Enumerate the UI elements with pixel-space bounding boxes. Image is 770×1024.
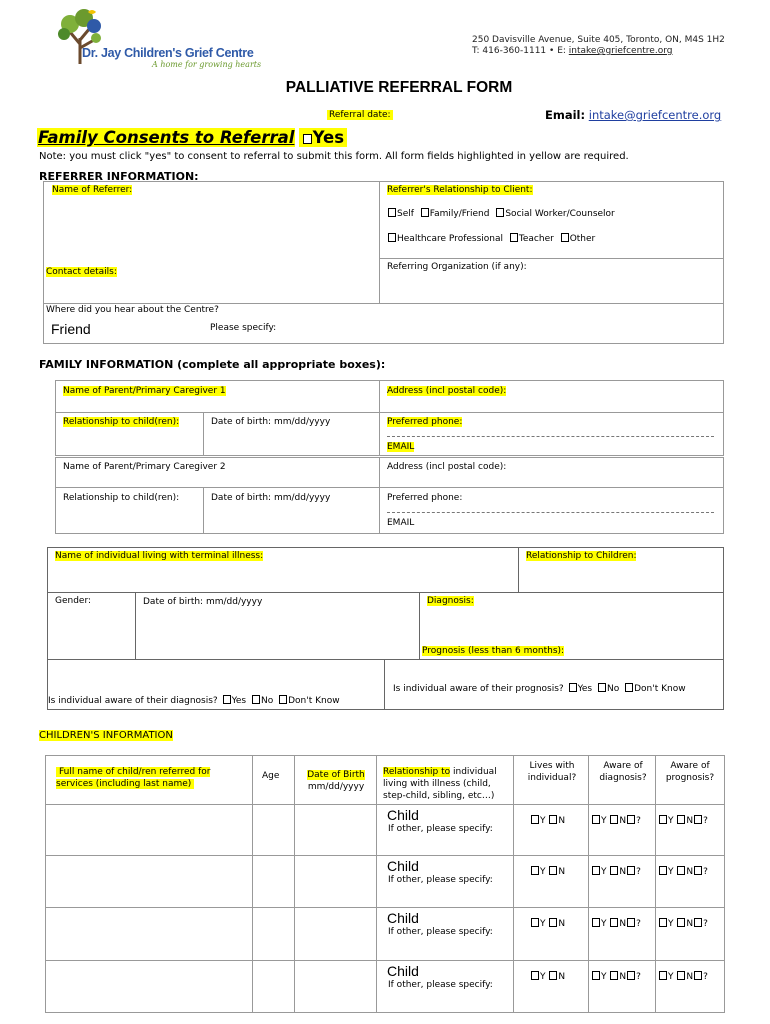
unsure-checkbox[interactable]: [627, 971, 635, 980]
child-other-specify-label: If other, please specify:: [388, 927, 493, 937]
form-title: PALLIATIVE REFERRAL FORM: [285, 79, 513, 96]
yes-label: Y: [540, 816, 546, 826]
child-dob-cell[interactable]: [294, 804, 377, 856]
parent1-email-label: EMAIL: [387, 442, 415, 452]
logo-tagline: A home for growing hearts: [152, 60, 262, 69]
social-worker-checkbox[interactable]: [496, 208, 504, 217]
no-checkbox[interactable]: [549, 866, 557, 875]
prognosis-dk-checkbox[interactable]: [625, 683, 633, 692]
unsure-checkbox[interactable]: [694, 918, 702, 927]
option-other-label: Other: [569, 234, 596, 244]
parent2-phone-divider: [387, 512, 714, 513]
yes-checkbox[interactable]: [592, 866, 600, 875]
col-dob-format: mm/dd/yyyy: [307, 782, 365, 792]
col-name-label: [56, 766, 246, 790]
diagnosis-label: Diagnosis:: [427, 596, 474, 606]
diagnosis-yes-label: Yes: [231, 696, 247, 706]
yes-checkbox[interactable]: [531, 866, 539, 875]
yes-label: Y: [540, 972, 546, 982]
parent2-dob-label: Date of birth: mm/dd/yyyy: [211, 493, 331, 503]
yes-checkbox[interactable]: [659, 971, 667, 980]
no-checkbox[interactable]: [677, 815, 685, 824]
parent1-address-label: Address (incl postal code):: [387, 386, 507, 396]
child-relationship-dropdown[interactable]: Child: [387, 910, 419, 926]
referrer-section-title: REFERRER INFORMATION:: [39, 170, 199, 183]
consent-yes-option[interactable]: [299, 128, 347, 147]
consent-row: [37, 128, 347, 147]
centre-address: 250 Davisville Avenue, Suite 405, Toronto, ON, M4S 1H2: [472, 35, 725, 45]
no-checkbox[interactable]: [549, 815, 557, 824]
unsure-checkbox[interactable]: [694, 971, 702, 980]
unsure-label: ?: [636, 972, 641, 982]
child-aware-prog-options: [658, 971, 708, 982]
no-label: N: [686, 816, 694, 826]
teacher-checkbox[interactable]: [510, 233, 518, 242]
child-aware-prog-options: [658, 918, 708, 929]
no-label: N: [558, 816, 566, 826]
unsure-checkbox[interactable]: [627, 866, 635, 875]
yes-label: Y: [668, 867, 674, 877]
aware-prognosis-label: Is individual aware of their prognosis?: [393, 684, 564, 694]
col-aware-diag-label: Aware of diagnosis?: [599, 761, 647, 783]
child-aware-diag-options: [591, 971, 641, 982]
child-lives-options: [530, 918, 565, 929]
yes-label: Y: [668, 972, 674, 982]
unsure-label: ?: [703, 816, 708, 826]
yes-checkbox[interactable]: [659, 918, 667, 927]
no-label: N: [558, 919, 566, 929]
yes-label: Y: [540, 867, 546, 877]
relationship-options-row2: [388, 233, 595, 244]
col-aware-prog-label: Aware of prognosis?: [665, 761, 715, 783]
child-dob-cell[interactable]: [294, 907, 377, 961]
option-healthcare-label: Healthcare Professional: [397, 234, 504, 244]
yes-checkbox[interactable]: [659, 815, 667, 824]
yes-checkbox[interactable]: [659, 866, 667, 875]
child-lives-cell: [513, 960, 589, 1013]
terminal-name-label: Name of individual living with terminal illness:: [55, 551, 264, 561]
child-lives-cell: [513, 855, 589, 908]
child-aware-prog-options: [658, 866, 708, 877]
col-relationship-label: [383, 766, 511, 802]
child-aware-diag-options: [591, 815, 641, 826]
centre-email-link[interactable]: intake@griefcentre.org: [568, 46, 673, 56]
parent1-dob-label: Date of birth: mm/dd/yyyy: [211, 417, 331, 427]
col-relationship-hl: Relationship to: [383, 767, 451, 777]
prognosis-dk-label: Don't Know: [634, 684, 686, 694]
diagnosis-no-checkbox[interactable]: [252, 695, 260, 704]
parent2-address-label: Address (incl postal code):: [387, 462, 507, 472]
col-dob-text: Date of Birth: [307, 770, 365, 780]
child-lives-options: [530, 815, 565, 826]
email-label: Email:: [545, 108, 586, 122]
no-label: N: [558, 867, 566, 877]
option-teacher-label: Teacher: [518, 234, 554, 244]
option-family-friend[interactable]: [421, 209, 490, 219]
unsure-checkbox[interactable]: [627, 918, 635, 927]
no-label: N: [686, 972, 694, 982]
child-aware-diag-cell: [588, 907, 656, 961]
referrer-name-label: Name of Referrer:: [52, 185, 133, 195]
yes-label: Y: [601, 867, 607, 877]
no-checkbox[interactable]: [677, 866, 685, 875]
child-relationship-dropdown[interactable]: Child: [387, 858, 419, 874]
terminal-relationship-label: Relationship to Children:: [526, 551, 637, 561]
child-aware-diag-cell: [588, 804, 656, 856]
parent1-phone-divider: [387, 436, 714, 437]
aware-prognosis-row: [393, 683, 686, 694]
child-other-specify-label: If other, please specify:: [388, 875, 493, 885]
child-lives-options: [530, 866, 565, 877]
referrer-name-cell[interactable]: [43, 181, 380, 304]
please-specify-label: Please specify:: [210, 323, 277, 333]
child-name-cell[interactable]: [45, 960, 253, 1013]
email-row: [545, 108, 721, 122]
col-age-label: Age: [262, 771, 280, 781]
child-aware-diag-options: [591, 866, 641, 877]
parent1-address-cell[interactable]: [379, 380, 724, 413]
child-name-cell[interactable]: [45, 804, 253, 856]
col-relationship-rest: individual living with illness (child, step-child, sibling, etc…): [383, 767, 497, 801]
yes-checkbox[interactable]: [531, 971, 539, 980]
child-other-specify-label: If other, please specify:: [388, 824, 493, 834]
family-section-title: FAMILY INFORMATION (complete all appropriate boxes):: [39, 358, 386, 371]
option-self[interactable]: [388, 209, 414, 219]
no-checkbox[interactable]: [677, 918, 685, 927]
col-dob-label: [300, 769, 372, 793]
parent1-relationship-label: Relationship to child(ren):: [63, 417, 180, 427]
parent2-email-label: EMAIL: [387, 518, 415, 528]
contact-details-label: Contact details:: [46, 267, 117, 277]
child-age-cell[interactable]: [252, 855, 295, 908]
hear-about-dropdown[interactable]: Friend: [51, 321, 91, 337]
centre-contact-line: [472, 46, 672, 56]
yes-label: Y: [540, 919, 546, 929]
no-checkbox[interactable]: [610, 815, 618, 824]
no-label: N: [619, 972, 627, 982]
prognosis-no-label: No: [606, 684, 620, 694]
yes-label: Y: [601, 816, 607, 826]
centre-phone: T: 416-360-1111 • E:: [472, 46, 569, 56]
no-checkbox[interactable]: [610, 971, 618, 980]
parent2-name-label: Name of Parent/Primary Caregiver 2: [63, 462, 226, 472]
referring-org-label: Referring Organization (if any):: [387, 262, 527, 272]
no-label: N: [619, 816, 627, 826]
child-age-cell[interactable]: [252, 907, 295, 961]
terminal-dob-label: Date of birth: mm/dd/yyyy: [143, 597, 263, 607]
child-lives-cell: [513, 804, 589, 856]
referral-date-label: Referral date:: [329, 110, 391, 120]
child-lives-options: [530, 971, 565, 982]
prognosis-yes-checkbox[interactable]: [569, 683, 577, 692]
child-other-specify-label: If other, please specify:: [388, 980, 493, 990]
child-relationship-dropdown[interactable]: Child: [387, 963, 419, 979]
self-checkbox[interactable]: [388, 208, 396, 217]
child-aware-prog-cell: [655, 804, 725, 856]
no-checkbox[interactable]: [610, 866, 618, 875]
child-aware-prog-options: [658, 815, 708, 826]
logo-title: Dr. Jay Children's Grief Centre: [82, 46, 254, 60]
yes-checkbox[interactable]: [592, 918, 600, 927]
prognosis-yes-label: Yes: [577, 684, 593, 694]
no-checkbox[interactable]: [677, 971, 685, 980]
diagnosis-no-label: No: [261, 696, 274, 706]
unsure-checkbox[interactable]: [627, 815, 635, 824]
no-label: N: [619, 919, 627, 929]
yes-checkbox[interactable]: [531, 918, 539, 927]
yes-checkbox[interactable]: [592, 815, 600, 824]
parent1-phone-label: Preferred phone:: [387, 417, 463, 427]
unsure-label: ?: [636, 867, 641, 877]
option-teacher[interactable]: [510, 234, 554, 244]
consent-yes-label: Yes: [312, 128, 345, 147]
aware-diagnosis-row: [48, 695, 340, 706]
option-healthcare[interactable]: [388, 234, 503, 244]
child-aware-prog-cell: [655, 855, 725, 908]
no-label: N: [686, 867, 694, 877]
col-name-text: Full name of child/ren referred for services (including last name): [56, 767, 211, 789]
unsure-label: ?: [703, 867, 708, 877]
diagnosis-dk-label: Don't Know: [288, 696, 340, 706]
required-note: Note: you must click "yes" to consent to referral to submit this form. All form fields highlighted in yellow are required.: [39, 151, 629, 162]
child-aware-diag-cell: [588, 855, 656, 908]
other-checkbox[interactable]: [561, 233, 569, 242]
yes-checkbox[interactable]: [531, 815, 539, 824]
col-lives-label: Lives with individual?: [527, 761, 577, 783]
child-lives-cell: [513, 907, 589, 961]
yes-label: Y: [668, 919, 674, 929]
consent-yes-checkbox[interactable]: [303, 134, 312, 144]
logo: [48, 8, 262, 70]
email-link[interactable]: intake@griefcentre.org: [588, 108, 722, 122]
child-aware-diag-options: [591, 918, 641, 929]
child-relationship-dropdown[interactable]: Child: [387, 807, 419, 823]
prognosis-label: Prognosis (less than 6 months):: [422, 646, 565, 656]
child-name-cell[interactable]: [45, 907, 253, 961]
child-age-cell[interactable]: [252, 960, 295, 1013]
child-dob-cell[interactable]: [294, 960, 377, 1013]
unsure-label: ?: [703, 972, 708, 982]
diagnosis-yes-checkbox[interactable]: [223, 695, 231, 704]
prognosis-no-checkbox[interactable]: [598, 683, 606, 692]
option-self-label: Self: [397, 209, 414, 219]
parent1-name-label: Name of Parent/Primary Caregiver 1: [63, 386, 226, 396]
unsure-checkbox[interactable]: [694, 815, 702, 824]
hear-about-label: Where did you hear about the Centre?: [46, 305, 219, 315]
relationship-options-row1: [388, 208, 615, 219]
parent2-relationship-label: Relationship to child(ren):: [63, 493, 180, 503]
yes-label: Y: [601, 972, 607, 982]
no-label: N: [686, 919, 694, 929]
child-aware-prog-cell: [655, 907, 725, 961]
parent1-name-cell[interactable]: [55, 380, 380, 413]
unsure-label: ?: [636, 919, 641, 929]
no-checkbox[interactable]: [549, 918, 557, 927]
no-label: N: [558, 972, 566, 982]
yes-label: Y: [601, 919, 607, 929]
diagnosis-dk-checkbox[interactable]: [279, 695, 287, 704]
option-social-worker[interactable]: [496, 209, 614, 219]
gender-label: Gender:: [55, 596, 92, 606]
parent2-phone-label: Preferred phone:: [387, 493, 463, 503]
no-checkbox[interactable]: [549, 971, 557, 980]
option-other[interactable]: [561, 234, 596, 244]
aware-diagnosis-label: Is individual aware of their diagnosis?: [48, 696, 218, 706]
child-age-cell[interactable]: [252, 804, 295, 856]
child-name-cell[interactable]: [45, 855, 253, 908]
yes-label: Y: [668, 816, 674, 826]
unsure-checkbox[interactable]: [694, 866, 702, 875]
no-label: N: [619, 867, 627, 877]
yes-checkbox[interactable]: [592, 971, 600, 980]
child-aware-prog-cell: [655, 960, 725, 1013]
referrer-relationship-label: Referrer's Relationship to Client:: [387, 185, 533, 195]
family-friend-checkbox[interactable]: [421, 208, 429, 217]
unsure-label: ?: [703, 919, 708, 929]
consent-label: Family Consents to Referral: [38, 128, 295, 147]
child-dob-cell[interactable]: [294, 855, 377, 908]
option-social-worker-label: Social Worker/Counselor: [505, 209, 615, 219]
unsure-label: ?: [636, 816, 641, 826]
option-family-friend-label: Family/Friend: [429, 209, 490, 219]
no-checkbox[interactable]: [610, 918, 618, 927]
child-aware-diag-cell: [588, 960, 656, 1013]
healthcare-checkbox[interactable]: [388, 233, 396, 242]
children-section-title: CHILDREN'S INFORMATION: [39, 730, 173, 741]
